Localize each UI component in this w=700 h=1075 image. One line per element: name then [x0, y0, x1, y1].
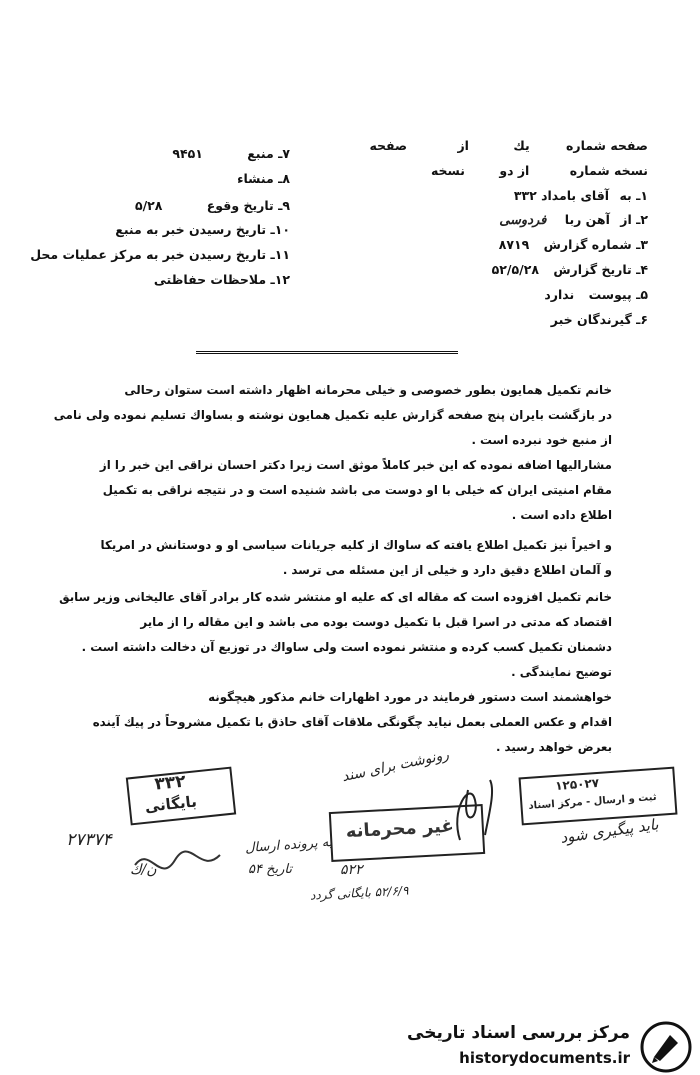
- item9-line: [135, 198, 290, 213]
- copy-number-line: [431, 163, 648, 178]
- item1-label: ۱ـ به: [619, 188, 648, 203]
- item6-label: ۶ـ گیرندگان خبر: [550, 312, 648, 327]
- item5-line: [544, 287, 648, 302]
- body-line: در بازگشت بایران پنج صفحه گزارش علیه تكمیل همایون نوشته و بساواك تسلیم نموده ولی نامی: [53, 408, 612, 422]
- item6-line: [551, 312, 648, 327]
- copy-of: از دو: [499, 163, 530, 178]
- item4-line: [492, 262, 648, 277]
- body-line: و اخیراً نیز تكمیل اطلاع یافته كه ساواك از كلیه جریانات سیاسی او و دوستانش در امریكا: [100, 538, 612, 552]
- origin-label: ۸ـ منشاء: [237, 171, 290, 186]
- item4-value: ۵۲/۵/۲۸: [491, 262, 539, 277]
- copy-total: نسخه: [430, 163, 465, 178]
- ink-scribble-icon: [130, 835, 230, 895]
- item2-label: ۲ـ از: [620, 212, 648, 227]
- handwritten-bottom-note: ۵۲/۶/۹ بایگانی گردد: [309, 883, 409, 903]
- classification-stamp-text: غیر محرمانه: [345, 815, 455, 843]
- item2-value: آهن ربا: [564, 212, 610, 227]
- page-total: صفحه: [369, 138, 408, 153]
- item1-value: آقای بامداد ۳۳۲: [513, 188, 610, 203]
- ink-flourish-icon: [440, 770, 510, 850]
- footer-branding: [0, 1017, 700, 1075]
- brand-url[interactable]: historydocuments.ir: [459, 1049, 630, 1067]
- item3-label: ۳ـ شماره گزارش: [543, 237, 648, 252]
- body-line: خانم تكمیل افزوده است كه مقاله ای كه علیه او منتشر شده كار برادر آقای عالیخانی وزیر سابق: [59, 590, 612, 604]
- handwritten-middle-note: به پرونده ارسال: [244, 834, 333, 857]
- item12-label: ۱۲ـ ملاحظات حفاظتی: [153, 272, 290, 287]
- source-value: ۹۴۵۱: [172, 146, 203, 161]
- item4-label: ۴ـ تاریخ گزارش: [553, 262, 648, 277]
- item10-label: ۱۰ـ تاریخ رسیدن خبر به منبع: [115, 222, 290, 237]
- body-line: اقتصاد كه مدتی در اسرا قبل با تكمیل دوست بوده می باشد و این مقاله را از مایر: [140, 615, 612, 629]
- source-line: [172, 146, 290, 161]
- item10-line: [115, 222, 290, 237]
- body-line: از منبع خود نبرده است .: [471, 433, 612, 447]
- classification-stamp-number: ۵۲۲: [340, 862, 363, 878]
- registration-stamp-number: ۱۲۵۰۲۷: [554, 775, 600, 793]
- handwritten-signature: رونوشت برای سند: [340, 746, 451, 786]
- body-line: خانم تكمیل همایون بطور خصوصی و خیلی محرمانه اظهار داشته است ستوان رحالی: [124, 383, 612, 397]
- item11-line: [30, 247, 290, 262]
- header-divider: [196, 351, 458, 354]
- body-line: اقدام و عكس العملی بعمل نیاید چگونگی ملاقات آقای حاذق با تكمیل مشروحاً در پیك آینده: [92, 715, 612, 729]
- page-of: از: [457, 138, 469, 153]
- brand-name: مرکز بررسی اسناد تاریخی: [407, 1023, 630, 1043]
- registration-stamp-text: ثبت و ارسال - مرکز اسناد: [528, 791, 657, 812]
- copy-label: نسخه شماره: [569, 163, 648, 178]
- item3-line: [499, 237, 648, 252]
- item5-label: ۵ـ پیوست: [588, 287, 648, 302]
- page-label: صفحه شماره: [566, 138, 648, 153]
- body-line: خواهشمند است دستور فرمایند در مورد اظهارات خانم مذكور هیچگونه: [208, 690, 612, 704]
- item11-label: ۱۱ـ تاریخ رسیدن خبر به مرکز عملیات محل: [30, 247, 290, 262]
- origin-line: [237, 171, 290, 186]
- body-line: مشارالیها اضافه نموده كه این خبر كاملاً موثق است زیرا دكتر احسان نراقی این خبر را از: [99, 458, 612, 472]
- archive-stamp-number: ۳۳۲: [153, 771, 187, 795]
- archive-stamp: [126, 767, 236, 826]
- handwritten-numbers: ۲۷۳۷۴: [66, 830, 112, 850]
- page-number-line: [369, 138, 648, 153]
- body-line: مقام امنیتی ایران كه خیلی با او دوست می باشد شنیده است و در نتیجه نراقی به تكمیل: [102, 483, 612, 497]
- handwritten-middle-date: تاریخ ۵۴: [248, 862, 292, 877]
- item3-value: ۸۷۱۹: [498, 237, 530, 252]
- handwritten-scribble: فردوسی: [499, 213, 547, 228]
- item9-value: ۵/۲۸: [134, 198, 163, 213]
- archive-stamp-text: بایگانی: [143, 792, 198, 816]
- handwritten-margin-note: باید پیگیری شود: [559, 815, 660, 847]
- body-line: توضیح نمایندگی .: [511, 665, 612, 679]
- item12-line: [154, 272, 290, 287]
- body-line: و آلمان اطلاع دقیق دارد و خیلی از این مسئله می ترسد .: [282, 563, 612, 577]
- item2-line: [499, 212, 648, 228]
- item5-value: ندارد: [544, 287, 575, 302]
- item9-label: ۹ـ تاریخ وقوع: [206, 198, 290, 213]
- page-number: یك: [513, 138, 530, 153]
- pen-nib-icon: [640, 1021, 692, 1073]
- body-line: دشمنان تكمیل كسب كرده و منتشر نموده است ولی ساواك در توزیع آن دخالت داشته است .: [81, 640, 612, 654]
- item1-line: [514, 188, 648, 203]
- body-line: بعرض خواهد رسید .: [495, 740, 612, 754]
- handwritten-left-note: ن/ك: [130, 862, 157, 878]
- body-line: اطلاع داده است .: [511, 508, 612, 522]
- source-label: ۷ـ منبع: [247, 146, 290, 161]
